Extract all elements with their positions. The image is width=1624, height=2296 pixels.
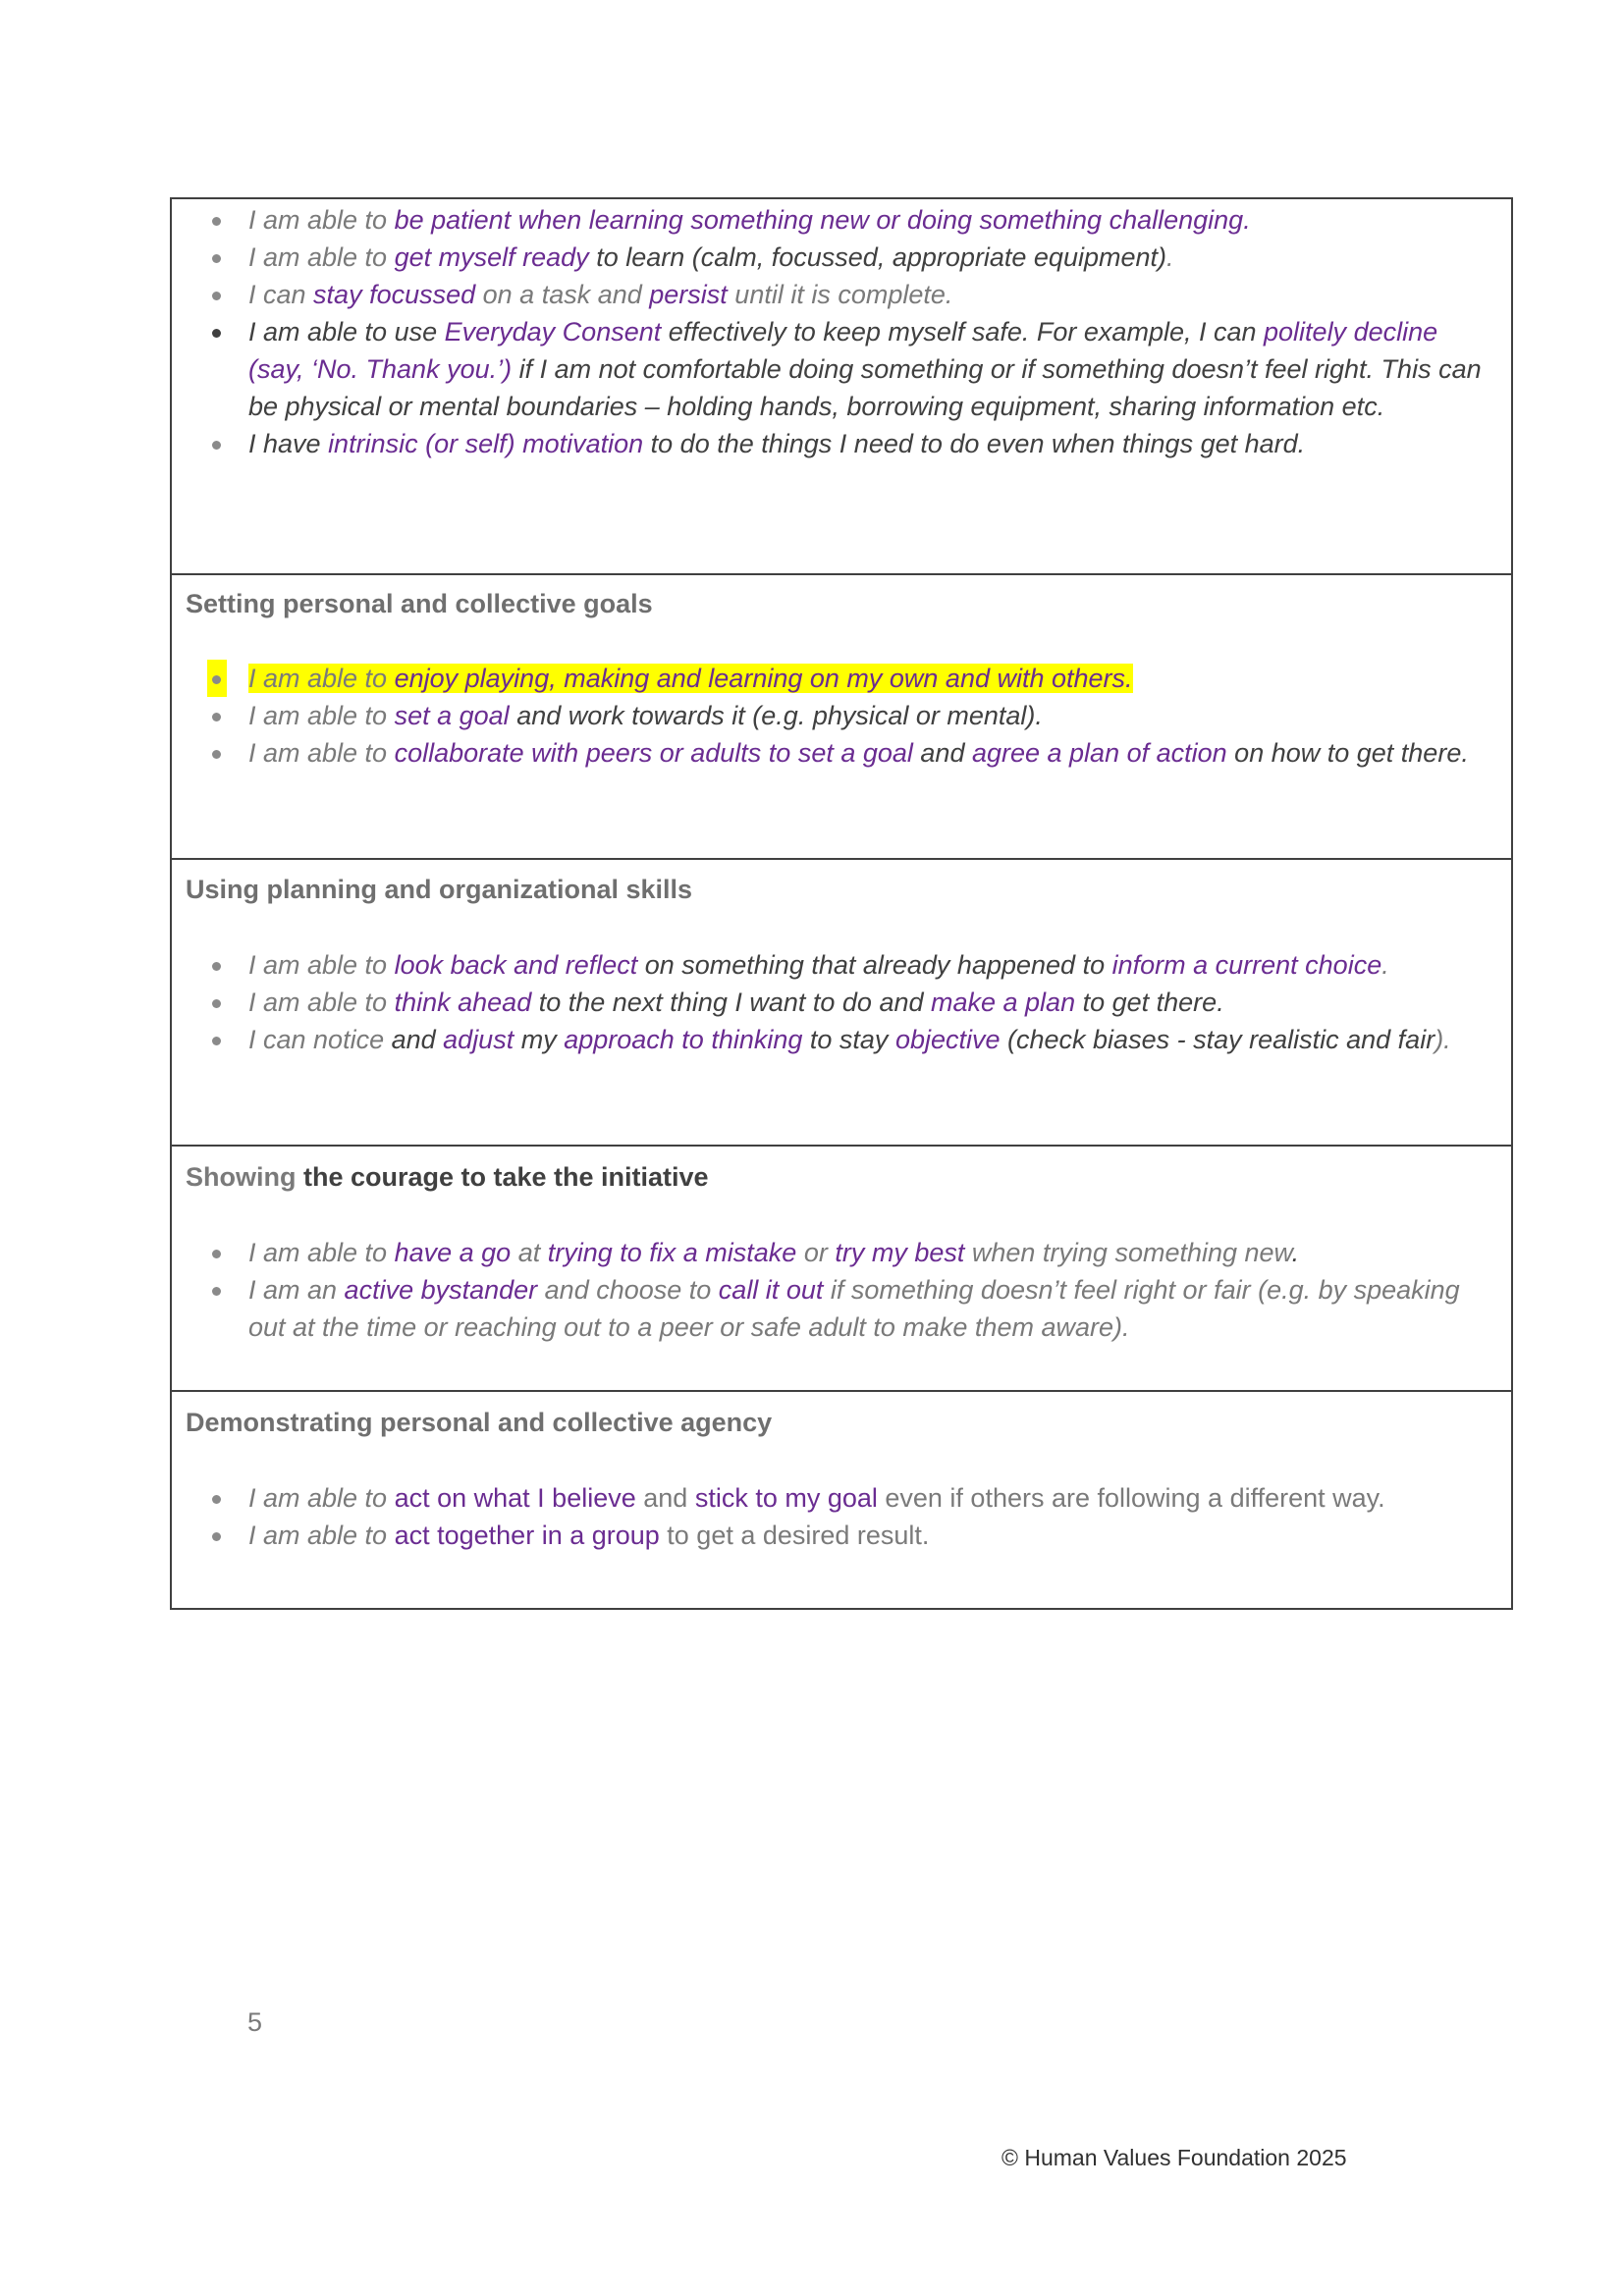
- section-heading: Using planning and organizational skills: [186, 875, 693, 904]
- bullet-icon: [212, 1250, 221, 1258]
- table-row: [171, 198, 1512, 574]
- table-cell: [171, 1146, 1512, 1391]
- table-row: [171, 1391, 1512, 1609]
- bullet-icon: [212, 675, 221, 684]
- table-row: [171, 1146, 1512, 1391]
- list-item: I am able to act on what I believe and stick to my goal even if others are following a different way.: [186, 1479, 1497, 1517]
- list-item: I am able to set a goal and work towards it (e.g. physical or mental).: [186, 697, 1497, 734]
- footer-copyright: © Human Values Foundation 2025: [1001, 2145, 1347, 2170]
- bullet-icon: [212, 292, 221, 300]
- table-cell: [171, 859, 1512, 1146]
- list-item: I am able to get myself ready to learn (calm, focussed, appropriate equipment).: [186, 239, 1497, 276]
- table-row: [171, 859, 1512, 1146]
- competency-table: [170, 197, 1513, 1610]
- list-item: I am able to use Everyday Consent effectively to keep myself safe. For example, I can politely decline (say, ‘No. Thank you.’) if I am not comfortable doing something or if something doesn’t feel right. This can be physical or mental boundaries – holding hands, borrowing equipment, sharing information etc.: [186, 313, 1497, 425]
- list-item: I am able to look back and reflect on something that already happened to inform a current choice.: [186, 946, 1497, 984]
- section-heading: Setting personal and collective goals: [186, 589, 653, 618]
- bullet-icon: [212, 1287, 221, 1296]
- section-heading: Showing the courage to take the initiative: [186, 1162, 709, 1192]
- bullet-icon: [212, 441, 221, 450]
- bullet-icon: [212, 1037, 221, 1045]
- table-cell: [171, 198, 1512, 574]
- table-row: [171, 574, 1512, 859]
- bullet-icon: [212, 217, 221, 226]
- list-item: I have intrinsic (or self) motivation to do the things I need to do even when things get hard.: [186, 425, 1497, 462]
- bullet-icon: [212, 329, 221, 338]
- bullet-list: [186, 660, 1497, 772]
- bullet-icon: [212, 713, 221, 721]
- list-item: I am able to act together in a group to get a desired result.: [186, 1517, 1497, 1554]
- bullet-icon: [212, 254, 221, 263]
- list-item: I am able to think ahead to the next thing I want to do and make a plan to get there.: [186, 984, 1497, 1021]
- page-number: 5: [247, 2007, 263, 2037]
- list-item: I am able to have a go at trying to fix a mistake or try my best when trying something new.: [186, 1234, 1497, 1271]
- bullet-icon: [212, 750, 221, 759]
- bullet-list: [186, 1479, 1497, 1554]
- bullet-icon: [212, 1532, 221, 1541]
- list-item: I am able to be patient when learning something new or doing something challenging.: [186, 201, 1497, 239]
- table-cell: [171, 1391, 1512, 1609]
- list-item: I am able to collaborate with peers or adults to set a goal and agree a plan of action on how to get there.: [186, 734, 1497, 772]
- bullet-list: [186, 946, 1497, 1058]
- bullet-icon: [212, 999, 221, 1008]
- bullet-list: [186, 1234, 1497, 1346]
- list-item: I can notice and adjust my approach to thinking to stay objective (check biases - stay realistic and fair).: [186, 1021, 1497, 1058]
- bullet-icon: [212, 962, 221, 971]
- list-item: I can stay focussed on a task and persist until it is complete.: [186, 276, 1497, 313]
- bullet-list: [186, 201, 1497, 462]
- list-item: I am an active bystander and choose to call it out if something doesn’t feel right or fair (e.g. by speaking out at the time or reaching out to a peer or safe adult to make them aware).: [186, 1271, 1497, 1346]
- list-item: I am able to enjoy playing, making and learning on my own and with others.: [186, 660, 1497, 697]
- section-heading: Demonstrating personal and collective agency: [186, 1408, 773, 1437]
- table-cell: [171, 574, 1512, 859]
- bullet-icon: [212, 1495, 221, 1504]
